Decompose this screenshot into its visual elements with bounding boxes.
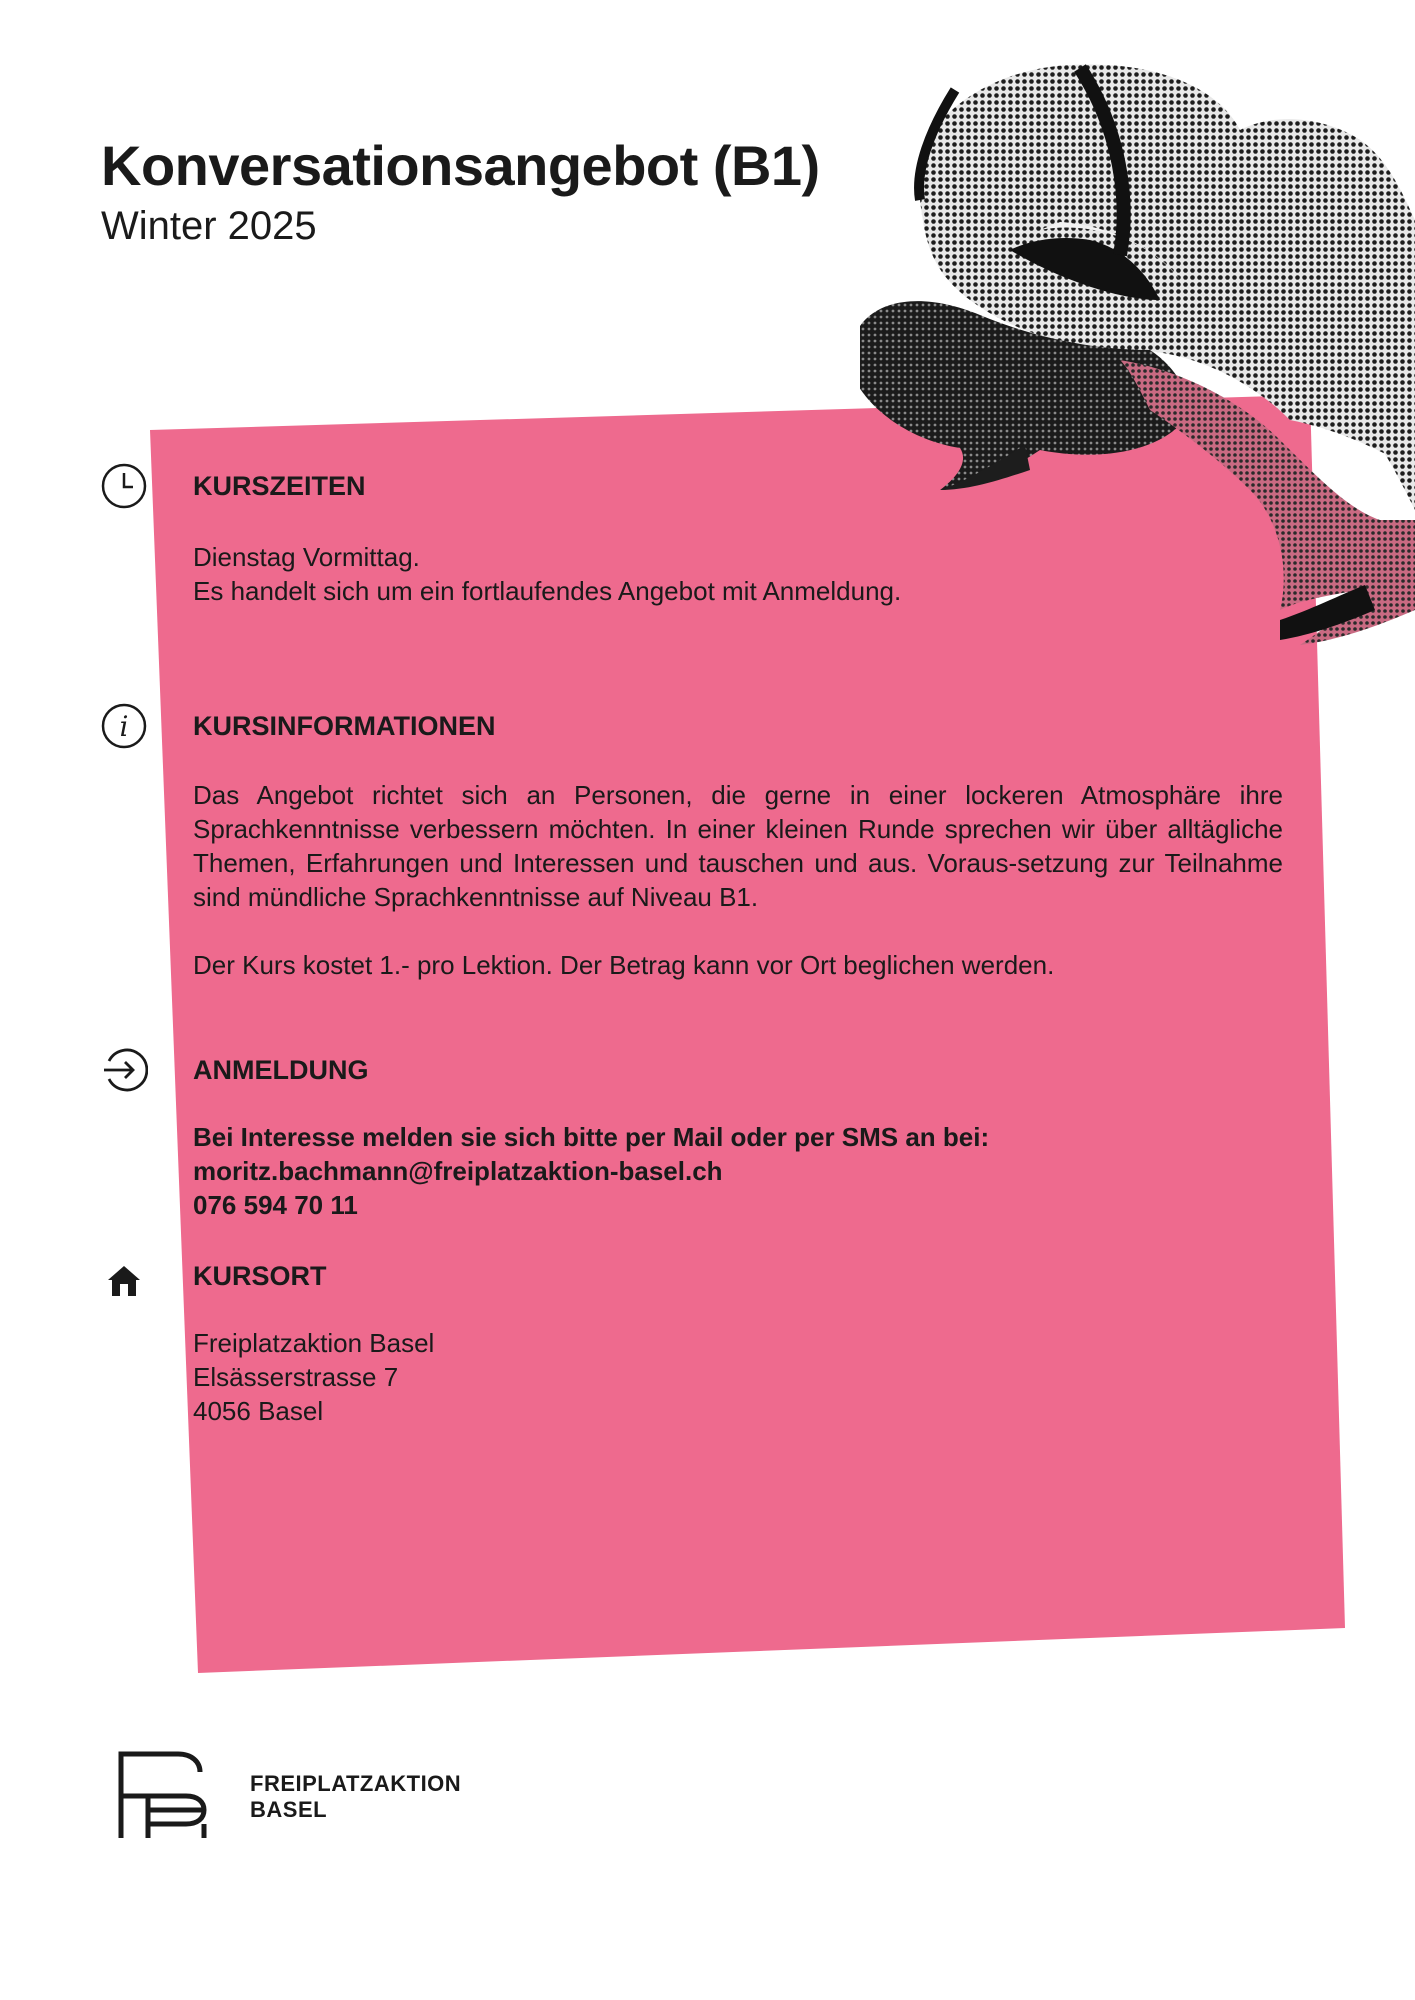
anmeldung-body [193,1120,989,1222]
kursinfo-paragraph-2: Der Kurs kostet 1.- pro Lektion. Der Betrag kann vor Ort beglichen werden. [193,950,1055,980]
anmeldung-phone[interactable]: 076 594 70 11 [193,1190,358,1220]
halftone-speech-bubble-image [860,50,1415,650]
fr-logo-icon [118,1750,210,1842]
anmeldung-line-1: Bei Interesse melden sie sich bitte per Mail oder per SMS an bei: [193,1122,990,1152]
page-subtitle: Winter 2025 [101,204,317,248]
house-icon [100,1256,148,1304]
info-icon [100,702,148,750]
svg-text:i: i [119,710,129,743]
kursinfo-paragraph-1: Das Angebot richtet sich an Personen, die gerne in einer lockeren Atmosphäre ihre Sprachkenntnisse verbessern möchten. In einer kleinen Runde sprechen wir über alltägliche Themen, Erfahrungen und Interessen und tauschen und aus. Voraus-setzung zur Teilnahme sind mündliche Sprachkenntnisse auf Niveau B1. [193,780,1283,912]
org-name [250,1771,461,1823]
kurszeiten-line-2: Es handelt sich um ein fortlaufendes Angebot mit Anmeldung. [193,576,902,606]
kursort-body [193,1326,434,1428]
kursort-line-1: Freiplatzaktion Basel [193,1328,435,1358]
arrow-right-circle-icon [100,1046,148,1094]
section-heading-kursort: KURSORT [193,1261,327,1291]
kursort-line-3: 4056 Basel [193,1396,324,1426]
kurszeiten-body [193,540,901,608]
org-name-line-2: BASEL [250,1797,328,1822]
page-title: Konversationsangebot (B1) [101,134,820,197]
kurszeiten-line-1: Dienstag Vormittag. [193,542,420,572]
org-name-line-1: FREIPLATZAKTION [250,1771,462,1796]
clock-icon [100,462,148,510]
anmeldung-email-link[interactable]: moritz.bachmann@freiplatzaktion-basel.ch [193,1156,723,1186]
kursinfo-body [193,778,1283,982]
section-heading-kurszeiten: KURSZEITEN [193,471,366,501]
section-heading-kursinformationen: KURSINFORMATIONEN [193,711,496,741]
section-heading-anmeldung: ANMELDUNG [193,1055,369,1085]
kursort-line-2: Elsässerstrasse 7 [193,1362,399,1392]
